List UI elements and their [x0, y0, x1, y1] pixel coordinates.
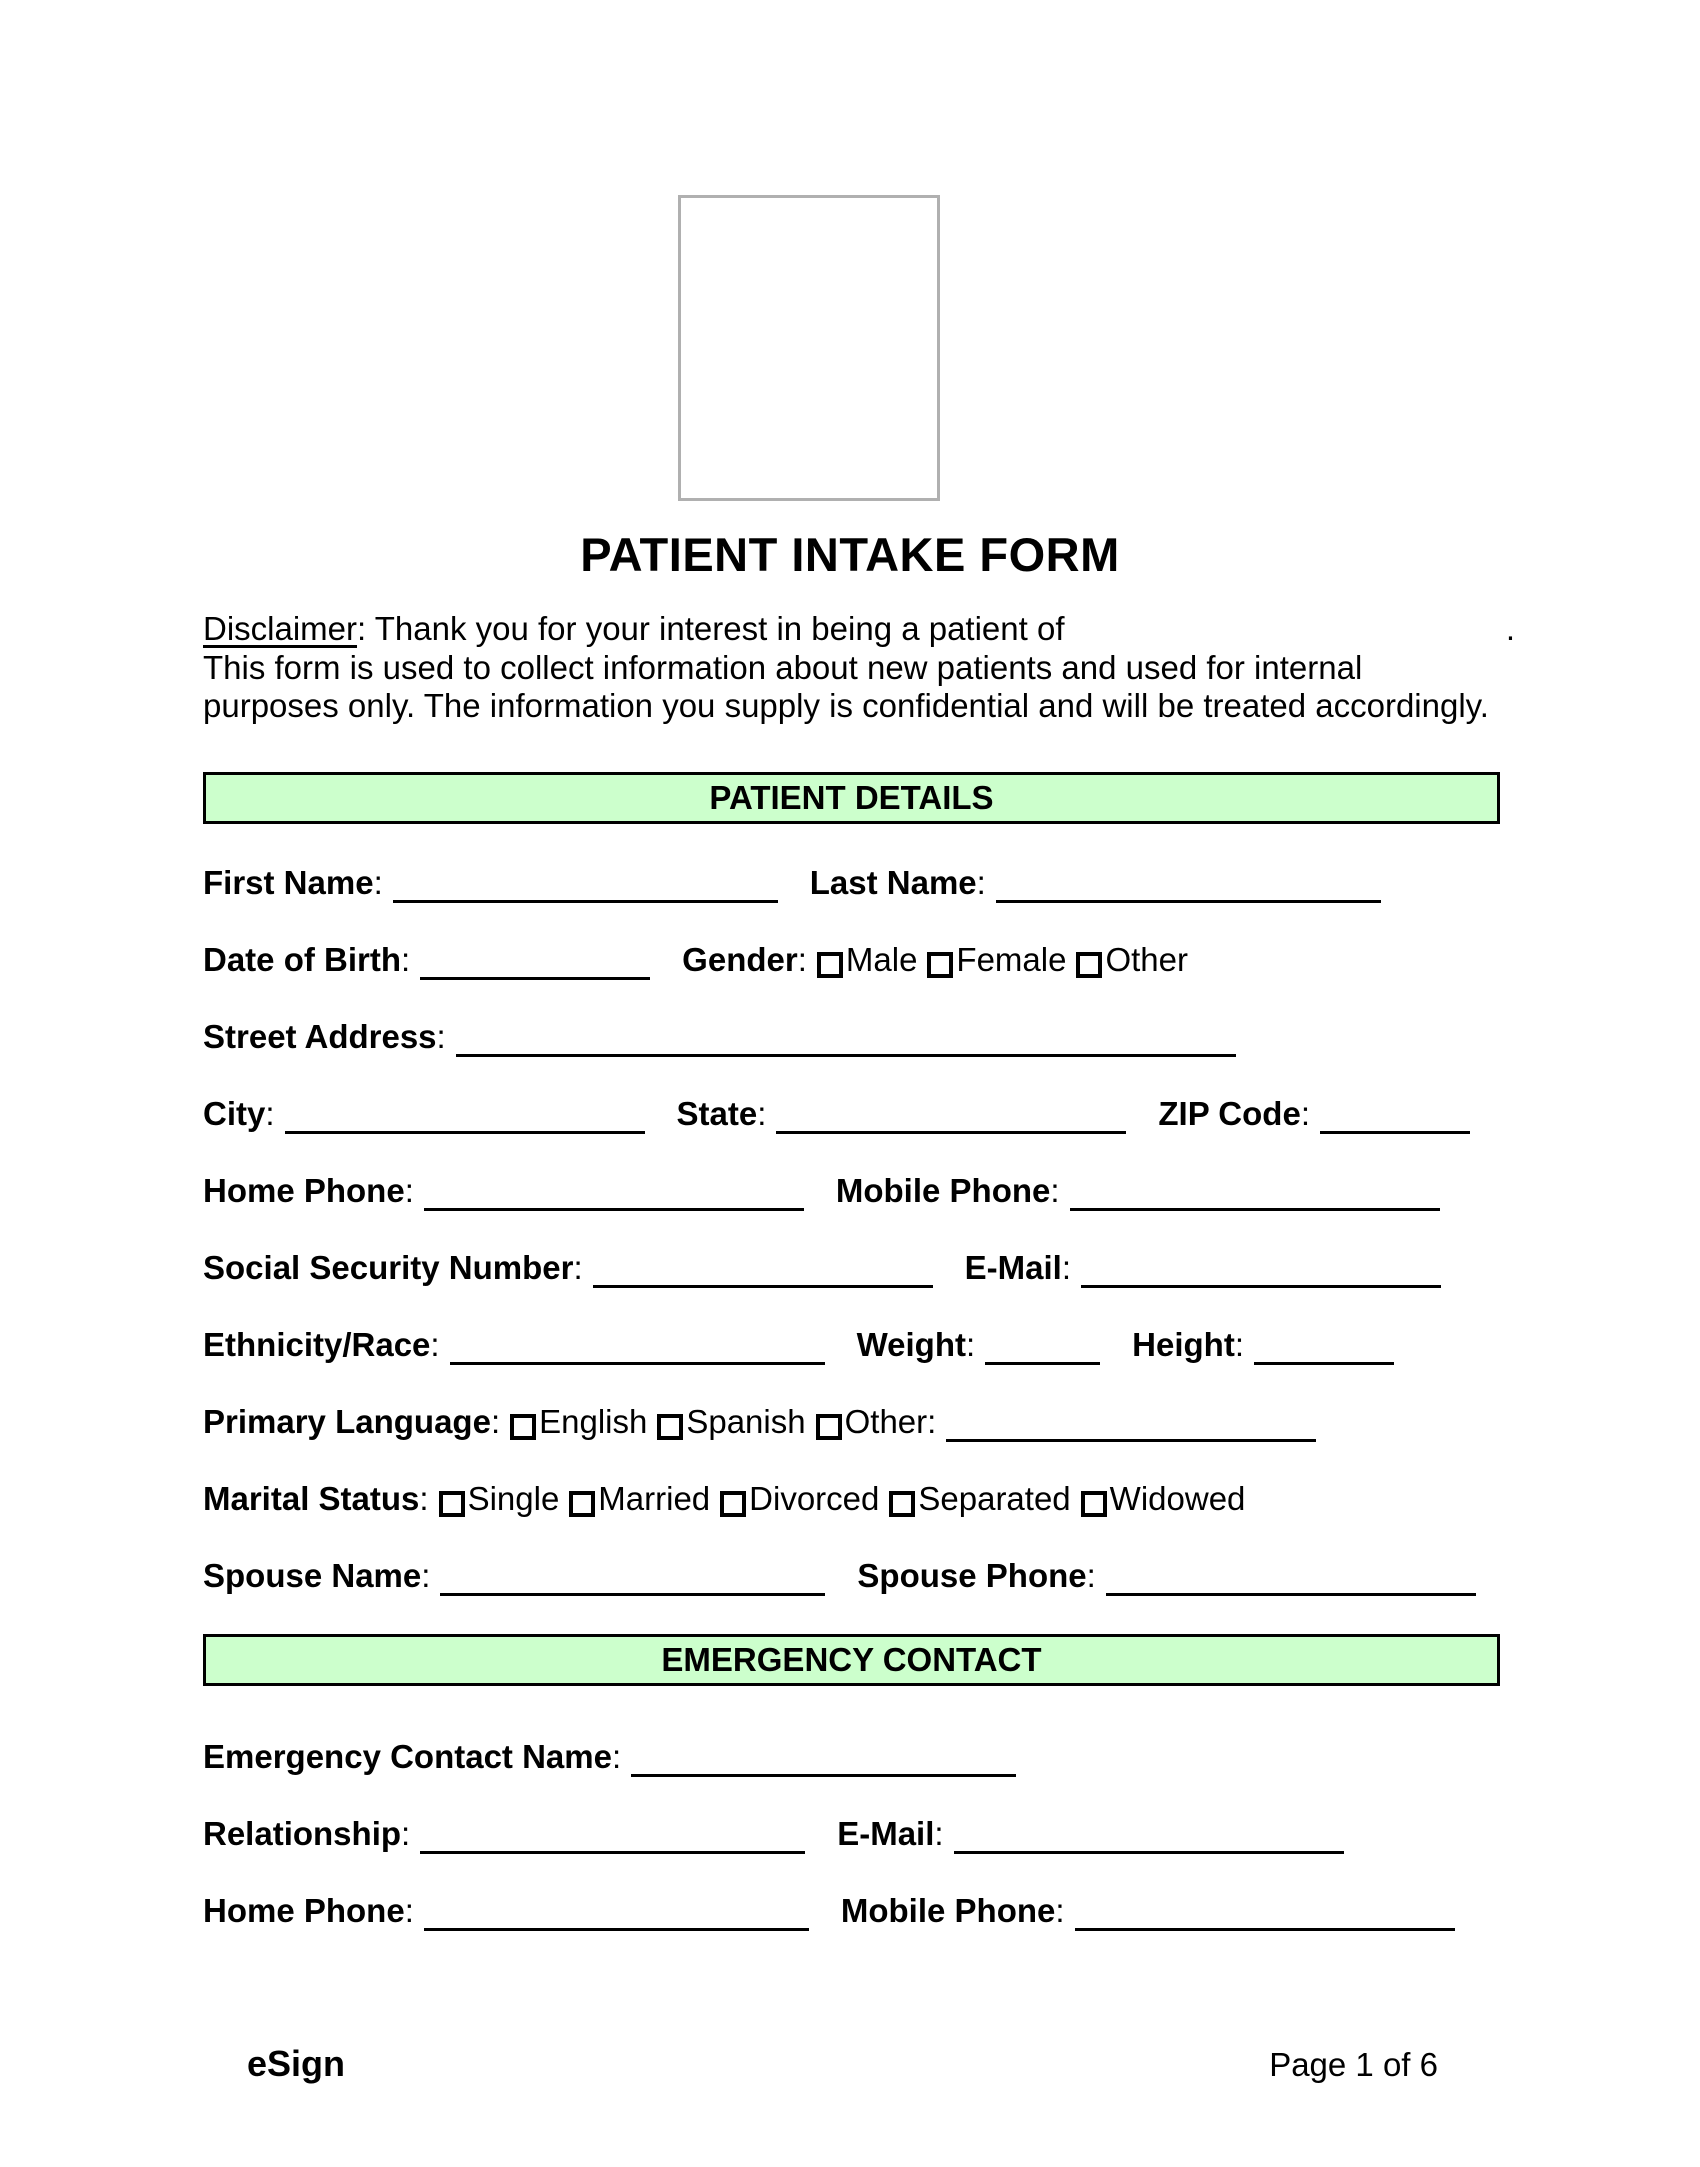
colon: : — [927, 1403, 937, 1440]
field-home-phone — [203, 1172, 804, 1209]
field-label: Relationship — [203, 1815, 402, 1852]
form-row — [203, 1172, 1500, 1210]
colon: : — [404, 1172, 414, 1209]
checkbox-item-widowed — [1081, 1480, 1246, 1517]
checkbox-item-spanish — [657, 1403, 805, 1440]
field-label: E-Mail — [964, 1249, 1062, 1286]
home-phone-blank[interactable] — [424, 1925, 809, 1931]
section-header-patient-details: PATIENT DETAILS — [203, 772, 1500, 824]
form-row — [203, 1557, 1500, 1595]
form-row — [203, 864, 1500, 902]
field-last-name — [810, 864, 1381, 901]
field-label: Social Security Number — [203, 1249, 574, 1286]
form-row — [203, 941, 1500, 979]
form-row — [203, 1249, 1500, 1287]
colon: : — [265, 1095, 275, 1132]
colon: : — [965, 1326, 976, 1363]
field-e-mail — [965, 1249, 1441, 1286]
field-label: Gender — [682, 941, 798, 978]
colon: : — [1086, 1557, 1096, 1594]
field-social-security-number — [203, 1249, 933, 1286]
checkbox-label: English — [539, 1403, 648, 1440]
field-label: Emergency Contact Name — [203, 1738, 612, 1775]
first-name-blank[interactable] — [393, 897, 778, 903]
checkbox-item-female — [927, 941, 1066, 978]
checkbox-label: Female — [956, 941, 1067, 978]
colon: : — [401, 1815, 411, 1852]
field-label: City — [203, 1095, 266, 1132]
mobile-phone-blank[interactable] — [1070, 1205, 1440, 1211]
field-label: Date of Birth — [203, 941, 401, 978]
colon: : — [757, 1095, 767, 1132]
checkbox-item-married — [569, 1480, 710, 1517]
checkbox-label: Spanish — [686, 1403, 806, 1440]
field-street-address — [203, 1018, 1236, 1055]
field-label: Spouse Name — [203, 1557, 422, 1594]
field-height — [1132, 1326, 1394, 1363]
form-row — [203, 1892, 1500, 1930]
field-label: First Name — [203, 864, 374, 901]
field-label: Last Name — [809, 864, 977, 901]
form-row — [203, 1403, 1500, 1441]
form-row — [203, 1326, 1500, 1364]
field-label: Height — [1132, 1326, 1235, 1363]
field-weight — [857, 1326, 1101, 1363]
field-ethnicity-race — [203, 1326, 825, 1363]
field-state — [677, 1095, 1127, 1132]
logo-placeholder-box — [678, 195, 940, 501]
checkbox-single[interactable] — [439, 1491, 465, 1517]
weight-blank[interactable] — [985, 1359, 1100, 1365]
field-label: Home Phone — [203, 1892, 405, 1929]
field-label: E-Mail — [837, 1815, 935, 1852]
checkbox-label: Other — [844, 1403, 928, 1440]
brand-esign: eSign — [247, 2043, 346, 2084]
other-blank[interactable] — [946, 1436, 1316, 1442]
form-row — [203, 1815, 1500, 1853]
checkbox-item-english — [510, 1403, 647, 1440]
colon: : — [1050, 1172, 1060, 1209]
field-label: Ethnicity/Race — [203, 1326, 431, 1363]
form-row — [203, 1095, 1500, 1133]
disclaimer-line-1 — [203, 610, 1515, 649]
checkbox-other[interactable] — [1076, 952, 1102, 978]
colon: : — [797, 941, 807, 978]
form-row — [203, 1480, 1500, 1518]
field-label: Mobile Phone — [840, 1892, 1056, 1929]
page-number: Page 1 of 6 — [1269, 2046, 1438, 2083]
checkbox-label: Widowed — [1109, 1480, 1246, 1517]
checkbox-label: Single — [467, 1480, 560, 1517]
colon: : — [573, 1249, 583, 1286]
colon: : — [976, 864, 986, 901]
colon: : — [404, 1892, 414, 1929]
ethnicity-race-blank[interactable] — [450, 1359, 825, 1365]
disclaimer-line-3: purposes only. The information you supply is confidential and will be treated accordingly. — [203, 687, 1489, 724]
checkbox-item-other — [1076, 941, 1188, 978]
checkbox-other[interactable] — [816, 1414, 842, 1440]
field-relationship — [203, 1815, 805, 1852]
checkbox-item-other — [816, 1403, 1317, 1440]
field-emergency-contact-name — [203, 1738, 1016, 1775]
field-gender — [682, 941, 807, 978]
section-patient-details-rows — [203, 864, 1500, 1595]
field-spouse-name — [203, 1557, 825, 1594]
checkbox-label: Separated — [918, 1480, 1071, 1517]
field-label: Spouse Phone — [857, 1557, 1087, 1594]
height-blank[interactable] — [1254, 1359, 1394, 1365]
field-zip-code — [1158, 1095, 1470, 1132]
colon: : — [1300, 1095, 1310, 1132]
date-of-birth-blank[interactable] — [420, 974, 650, 980]
colon: : — [1061, 1249, 1071, 1286]
checkbox-label: Other — [1105, 941, 1189, 978]
field-label: Primary Language — [203, 1403, 491, 1440]
colon: : — [430, 1326, 440, 1363]
colon: : — [373, 864, 383, 901]
last-name-blank[interactable] — [996, 897, 1381, 903]
field-mobile-phone — [836, 1172, 1440, 1209]
field-marital-status — [203, 1480, 429, 1517]
disclaimer — [203, 610, 1515, 726]
checkbox-item-divorced — [720, 1480, 879, 1517]
checkbox-item-male — [817, 941, 918, 978]
field-first-name — [203, 864, 778, 901]
checkbox-divorced[interactable] — [720, 1491, 746, 1517]
checkbox-separated[interactable] — [889, 1491, 915, 1517]
field-label: State — [676, 1095, 758, 1132]
e-mail-blank[interactable] — [1081, 1282, 1441, 1288]
checkbox-spanish[interactable] — [657, 1414, 683, 1440]
spouse-phone-blank[interactable] — [1106, 1590, 1476, 1596]
checkbox-married[interactable] — [569, 1491, 595, 1517]
field-date-of-birth — [203, 941, 650, 978]
colon: : — [1055, 1892, 1065, 1929]
page-footer — [203, 2043, 1500, 2085]
field-label: ZIP Code — [1158, 1095, 1301, 1132]
field-label: Home Phone — [203, 1172, 405, 1209]
field-label: Weight — [856, 1326, 966, 1363]
section-header-emergency-contact: EMERGENCY CONTACT — [203, 1634, 1500, 1686]
checkbox-widowed[interactable] — [1081, 1491, 1107, 1517]
field-label: Mobile Phone — [835, 1172, 1051, 1209]
e-mail-blank[interactable] — [954, 1848, 1344, 1854]
section-emergency-contact-rows — [203, 1738, 1500, 1930]
mobile-phone-blank[interactable] — [1075, 1925, 1455, 1931]
colon: : — [436, 1018, 446, 1055]
colon: : — [419, 1480, 429, 1517]
checkbox-item-single — [439, 1480, 560, 1517]
disclaimer-line1-text: : Thank you for your interest in being a patient of — [357, 610, 1065, 647]
field-home-phone — [203, 1892, 809, 1929]
colon: : — [401, 941, 411, 978]
form-body — [203, 772, 1500, 1969]
colon: : — [421, 1557, 431, 1594]
field-mobile-phone — [841, 1892, 1455, 1929]
disclaimer-line1-period: . — [1505, 610, 1515, 647]
field-label: Marital Status — [203, 1480, 420, 1517]
checkbox-female[interactable] — [927, 952, 953, 978]
colon: : — [611, 1738, 622, 1775]
checkbox-label: Male — [845, 941, 918, 978]
checkbox-label: Divorced — [749, 1480, 880, 1517]
state-blank[interactable] — [776, 1128, 1126, 1134]
field-label: Street Address — [203, 1018, 437, 1055]
relationship-blank[interactable] — [420, 1848, 805, 1854]
field-spouse-phone — [857, 1557, 1475, 1594]
field-primary-language — [203, 1403, 500, 1440]
disclaimer-text-start — [203, 610, 1065, 649]
disclaimer-line-2: This form is used to collect information about new patients and used for internal — [203, 648, 1363, 686]
disclaimer-label: Disclaimer — [203, 610, 358, 647]
checkbox-english[interactable] — [510, 1414, 536, 1440]
checkbox-label: Married — [598, 1480, 711, 1517]
home-phone-blank[interactable] — [424, 1205, 804, 1211]
page-title: PATIENT INTAKE FORM — [580, 528, 1120, 581]
field-e-mail — [837, 1815, 1343, 1852]
street-address-blank[interactable] — [456, 1051, 1236, 1057]
form-row — [203, 1018, 1500, 1056]
social-security-number-blank[interactable] — [593, 1282, 933, 1288]
checkbox-item-separated — [889, 1480, 1070, 1517]
checkbox-male[interactable] — [817, 952, 843, 978]
emergency-contact-name-blank[interactable] — [631, 1771, 1016, 1777]
form-row — [203, 1738, 1500, 1776]
spouse-name-blank[interactable] — [440, 1590, 825, 1596]
colon: : — [490, 1403, 501, 1440]
colon: : — [1234, 1326, 1244, 1363]
city-blank[interactable] — [285, 1128, 645, 1134]
field-city — [203, 1095, 645, 1132]
zip-code-blank[interactable] — [1320, 1128, 1470, 1134]
colon: : — [934, 1815, 944, 1852]
